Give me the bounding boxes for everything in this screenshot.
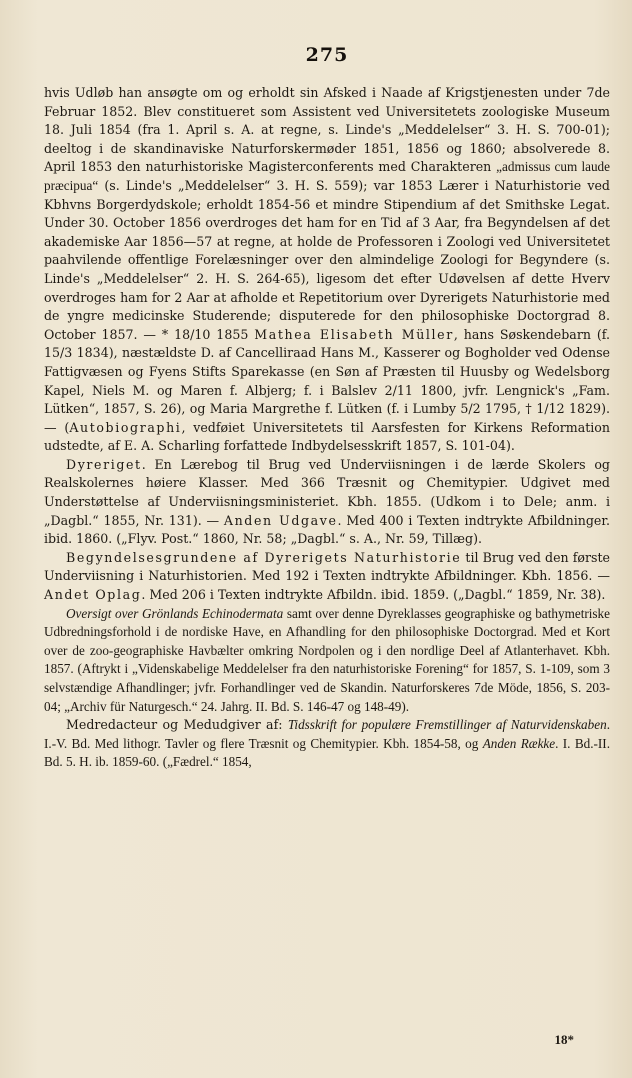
text-run: Begyndelsesgrundene af Dyrerigets Naturhistorie (66, 549, 462, 565)
text-run: , vedføiet Universitetets til Aarsfesten for Kirkens Reformation udstedte, af E. A. Scharling forfattede Indbydelsesskrift 1857, S. 101-04). (44, 419, 610, 454)
paragraph-oversigt (44, 605, 610, 717)
paragraph-biography (44, 84, 610, 456)
text-run: Tidsskrift for populære Fremstillinger af Naturvidenskaben (287, 717, 607, 733)
text-run: . I.-V. Bd. Med lithogr. Tavler og flere Træsnit og Chemitypier. Kbh. 1854-58, og (44, 717, 610, 751)
text-run: . Med 400 i Texten indtrykte Afbildninger. ibid. 1860. („Flyv. Post.“ 1860, Nr. 58; „Dagbl.“ s. A., Nr. 59, Tillæg). (44, 512, 610, 547)
signature-mark: 18* (554, 1032, 574, 1047)
text-run: „admissus cum laude præcipua“ (44, 159, 610, 193)
text-run: , hans Søskendebarn (f. 15/3 1834), næstældste D. af Cancelliraad Hans M., Kasserer og Bogholder ved Odense Fattigvæsen og Fyens Stifts Sparekasse (en Søn af Præsten til Huusby og Wedelsborg Kapel, Niels M. og Maren f. Albjerg; f. i Balslev 2/11 1800, jvfr. Lengnick's „Fam. Lütken“, 1857, S. 26), og Maria Margrethe f. Lütken (f. i Lumby 5/2 1795, † 1/12 1829). — ( (44, 326, 610, 435)
text-run: Andet Oplag (44, 587, 142, 603)
text-run: Dyreriget (66, 456, 142, 472)
text-run: til Brug ved den første Underviisning i Naturhistorien. Med 192 i Texten indtrykte Afbildninger. Kbh. 1856. — (44, 549, 610, 584)
text-run: Anden Udgave (223, 512, 338, 528)
text-run: . I. Bd.-II. Bd. 5. H. ib. 1859-60. („Fædrel.“ 1854, (44, 735, 610, 770)
text-run: Autobiographi (69, 419, 182, 435)
text-run: (s. Linde's „Meddelelser“ 3. H. S. 559); var 1853 Lærer i Naturhistorie ved Kbhvns Borgerdydskole; erholdt 1854-56 et mindre Stipendium af det Smithske Legat. Under 30. October 1856 overdroges det ham for en Tid af 3 Aar, fra Begyndelsen af det akademiske Aar 1856—57 at regne, at holde de Professoren i Zoologi ved Universitetet paahvilende offentlige Forelæsninger over den almindelige Zoologi for Begyndere (s. Linde's „Meddelelser“ 2. H. S. 264-65), ligesom det efter Udøvelsen af dette Hverv overdroges ham for 2 Aar at afholde et Repetitorium over Dyrerigets Naturhistorie med de yngre medicinske Studerende; disputerede for den philosophiske Doctorgrad 8. October 1857. — * 18/10 1855 (44, 177, 610, 342)
text-run: samt over denne Dyreklasses geographiske og bathymetriske Udbredningsforhold i de nordiske Have, en Afhandling for den philosophiske Doctorgrad. Med et Kort over de zoo-geographiske Havbælter omkring Nordpolen og i den nordlige Deel af Atlanterhavet. Kbh. 1857. (Aftrykt i „Videnskabelige Meddelelser fra den naturhistoriske Forening“ for 1857, S. 1-109, som 3 selvstændige Afhandlinger; jvfr. Forhandlinger ved de Skandin. Naturforskeres 7de Möde, 1856, S. 203-04; „Archiv für Naturgesch.“ 24. Jahrg. II. Bd. S. 146-47 og 148-49). (44, 605, 610, 714)
paragraph-dyreriget (44, 456, 610, 549)
text-run: hvis Udløb han ansøgte om og erholdt sin Afsked i Naade af Krigstjenesten under 7de Februar 1852. Blev constitueret som Assistent ved Universitetets zoologiske Museum 18. Juli 1854 (fra 1. April s. A. at regne, s. Linde's „Meddelelser“ 3. H. S. 700-01); deeltog i de skandinaviske Naturforskermøder 1851, 1856 og 1860; absolverede 8. April 1853 den naturhistoriske Magisterconferents med Charakteren (44, 85, 610, 175)
page-body (44, 84, 610, 772)
text-run: . Med 206 i Texten indtrykte Afbildn. ibid. 1859. („Dagbl.“ 1859, Nr. 38). (141, 587, 606, 603)
text-run: Medredacteur og Medudgiver af: (66, 717, 288, 733)
text-run: Mathea Elisabeth Müller (254, 326, 454, 342)
text-run: Oversigt over Grönlands Echinodermata (66, 605, 284, 621)
page-number: 275 (305, 44, 349, 66)
text-run: Anden Række (482, 735, 556, 751)
paragraph-begyndelsesgrundene (44, 549, 610, 605)
text-run: . En Lærebog til Brug ved Underviisningen i de lærde Skolers og Realskolernes høiere Klasser. Med 366 Træsnit og Chemitypier. Udgivet med Understøttelse af Underviisningsministeriet. Kbh. 1855. (Udkom i to Dele; anm. i „Dagbl.“ 1855, Nr. 131). — (44, 456, 610, 528)
paragraph-medredacteur (44, 716, 610, 772)
